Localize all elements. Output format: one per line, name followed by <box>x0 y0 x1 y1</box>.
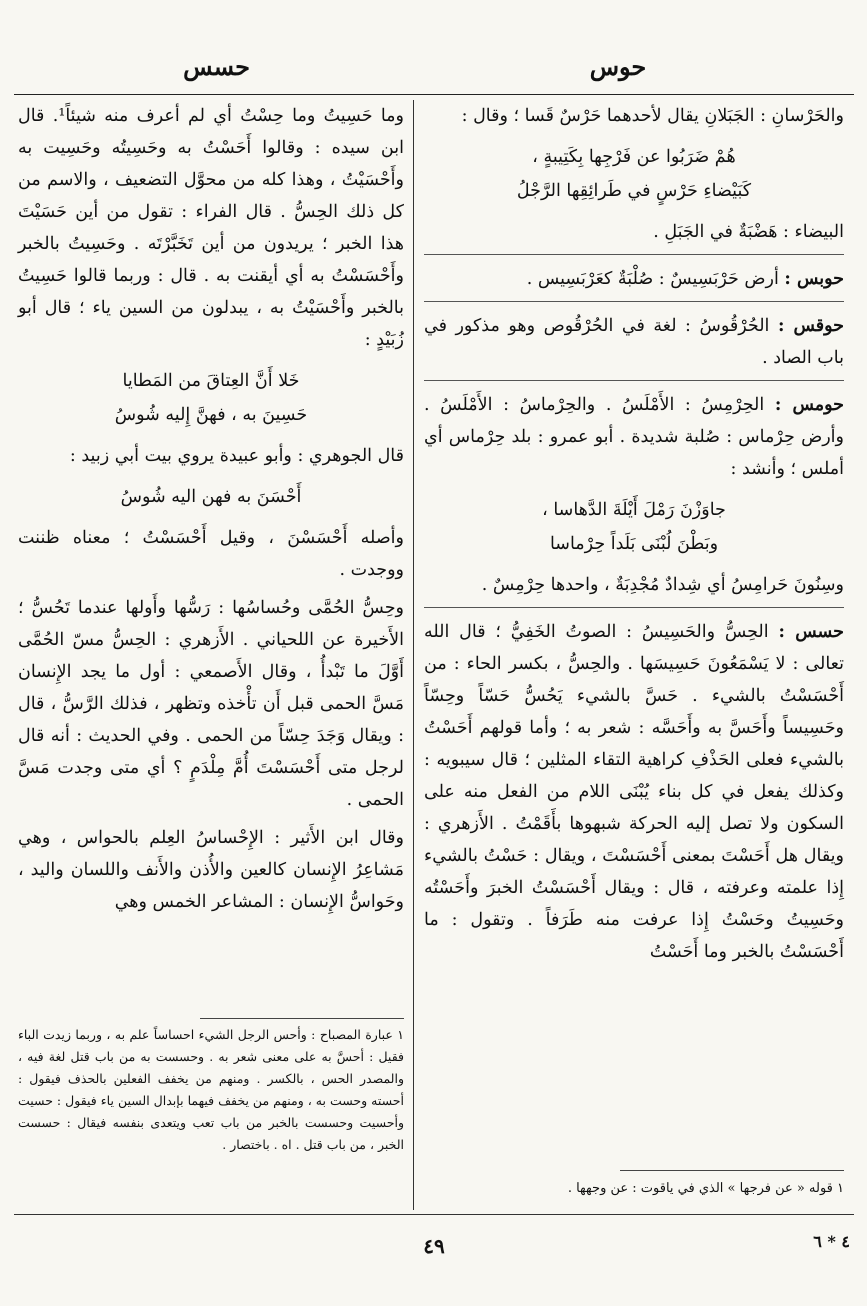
entry-separator <box>424 254 844 255</box>
running-head-right: حوس <box>589 52 647 81</box>
header-rule <box>14 94 854 95</box>
footer-rule <box>14 1214 854 1215</box>
poem <box>18 480 404 514</box>
paragraph: وسِنُونَ حَرامِسُ أي شِدادٌ مُجْدِبَةٌ ، واحدها حِرْمِسٌ . <box>481 575 844 595</box>
page-number: ٤٩ <box>423 1234 445 1258</box>
footnote-left: ١ عبارة المصباح : وأحس الرجل الشيء احساساً علم به ، وربما زيدت الباء فقيل : أحسَّ به على معنى شعر به . وحسست به من باب قتل لغة فيه ، والمصدر الحس ، بالكسر . ومنهم من يخفف الفعلين بالحذف فيقول : أحسته وحست به ، ومنهم من يخفف فيهما بإبدال السين ياء فيقول : حسيت وأحسيت وحسست بالخبر من باب تعب ويتعدى بنفسه فيقال : حسست الخبر ، من باب قتل . اه . باختصار . <box>18 1027 404 1152</box>
entry-text: الحِرْمِسُ : الأَمْلَسُ . والحِرْماسُ : الأَمْلَسُ . وأرض حِرْماس : صُلبة شديدة . أبو عمرو : بلد حِرْماس أي أملس ؛ وأنشد : <box>424 395 844 479</box>
column-divider <box>413 100 414 1210</box>
verse-line: جاوَزْنَ رَمْلَ أَيْلَةَ الدَّهاسا ، <box>542 500 726 520</box>
paragraph: البيضاء : هَضْبَةٌ في الجَبَلِ . <box>653 222 844 242</box>
left-column <box>18 100 404 918</box>
verse-line: كَبَيْضاءِ حَرْسٍ في طَرائِقِها الرَّجْلُ <box>516 181 752 201</box>
footnote-separator <box>620 1170 844 1171</box>
entry-text: الحُرْقُوسُ : لغة في الحُرْقُوص وهو مذكور في باب الصاد . <box>424 316 844 368</box>
paragraph: وما حَسِيتُ وما حِسْتُ أي لم أعرف منه شيئاً¹. قال ابن سيده : وقالوا أَحَسْتُ به وحَسِيتُه وحَسِيت به وأَحْسَيْتُ ، وهذا كله من محوَّل التضعيف ، والاسم من كل ذلك الحِسُّ . قال الفراء : تقول من أين حَسَيْتَ هذا الخبر ؛ يريدون من أين تَخَبَّرْتَه . وحَسِيتُ بالخبر وأَحْسَسْتُ به أي أيقنت به . قال : وربما قالوا حَسِيتُ بالخبر وأَحْسَيْتُ به ، يبدلون من السين ياء ؛ قال أبو زُبَيْدٍ : <box>18 106 404 350</box>
entry-hrms <box>424 389 844 485</box>
verse-line: حَسِينَ به ، فهنَّ إِليه شُوسُ <box>114 405 308 425</box>
entry-headword: حسس : <box>778 622 844 642</box>
entry-headword: حوقس : <box>777 316 844 336</box>
entry-hrqs <box>424 310 844 374</box>
poem <box>424 493 844 561</box>
entry-separator <box>424 301 844 302</box>
entry-headword: حوبس : <box>784 269 844 289</box>
entry-separator <box>424 380 844 381</box>
paragraph: والحَرْسانِ : الجَبَلانِ يقال لأحدهما حَرْسٌ قَسا ؛ وقال : <box>461 106 844 126</box>
entry-text: الحِسُّ والحَسِيسُ : الصوتُ الخَفِيُّ ؛ قال الله تعالى : لا يَسْمَعُونَ حَسِيسَها . والحِسُّ ، بكسر الحاء : من أَحْسَسْتُ بالشيء . حَسَّ بالشيء يَحُسُّ حَسّاً وحِسّاً وحَسِيساً وأَحَسَّ به وأَحَسَّه : شعر به ؛ وأما قولهم أَحَسْتُ بالشيء فعلى الحَذْفِ كراهية التقاء المثلين ؛ قال سيبويه : وكذلك يفعل في كل بناء يُبْنَى اللام من الفعل منه على السكون ولا تصل إليه الحركة شبهوها بأَقَمْتُ . الأَزهري : ويقال هل أَحَسْتَ بمعنى أَحْسَسْتَ ، ويقال : حَسْتُ بالشيء إِذا علمته وعرفته ، قال : ويقال أَحْسَسْتُ الخبرَ وأَحَسْتُه وحَسِيتُ وحَسْتُ إِذا عرفت منه طَرَفاً . وتقول : ما أَحْسَسْتُ بالخبر وما أَحَسْتُ <box>424 622 844 962</box>
footnote-separator <box>200 1018 404 1019</box>
entry-separator <box>424 607 844 608</box>
printer-signature: ٤ * ٦ <box>813 1232 850 1251</box>
verse-line: أَحْسَنَ به فهن اليه شُوسُ <box>120 487 302 507</box>
paragraph: قال الجوهري : وأبو عبيدة يروي بيت أبي زبيد : <box>69 446 404 466</box>
footnote-right: ١ قوله « عن فرجها » الذي في ياقوت : عن وجهها . <box>567 1181 844 1196</box>
entry-headword: حومس : <box>774 395 844 415</box>
paragraph: وقال ابن الأَثير : الإِحْساسُ العِلم بالحواس ، وهي مَشاعِرُ الإِنسان كالعين والأُذن والأَنف واللسان واليد ، وحَواسُّ الإِنسان : المشاعر الخمس وهي <box>18 828 404 912</box>
entry-text: أرض حَرْبَسِيسٌ : صُلْبَةٌ كعَرْبَسِيس . <box>526 269 779 289</box>
right-column <box>424 100 844 968</box>
entry-hrbs <box>424 263 844 295</box>
verse-line: خَلا أَنَّ العِتاقَ من المَطايا <box>122 371 300 391</box>
paragraph: وحِسُّ الحُمَّى وحُساسُها : رَسُّها وأَولها عندما تَحُسُّ ؛ الأَخيرة عن اللحياني . الأَزهري : الحِسُّ مسّ الحُمَّى أَوَّلَ ما تَبْدأُ ، وقال الأَصمعي : أول ما يجد الإِنسان مَسَّ الحمى قبل أَن تأْخذه وتظهر ، فذلك الرَّسُّ ، قال : ويقال وَجَدَ حِسّاً من الحمى . وفي الحديث : أنه قال لرجل متى أَحْسَسْتَ أُمَّ مِلْدَمٍ ؟ أي متى وجدت مَسَّ الحمى . <box>18 598 404 810</box>
running-head-left: حسس <box>183 52 250 81</box>
entry-hss <box>424 616 844 968</box>
verse-line: وبَطْنَ لُبْنَى بَلَداً حِرْماسا <box>549 534 719 554</box>
poem <box>18 364 404 432</box>
poem <box>424 140 844 208</box>
verse-line: هُمْ ضَرَبُوا عن فَرْجِها بِكَتِيبةٍ ، <box>532 147 736 167</box>
paragraph: وأصله أَحْسَسْنَ ، وقيل أَحْسَسْتُ ؛ معناه ظننت ووجدت . <box>18 528 404 580</box>
